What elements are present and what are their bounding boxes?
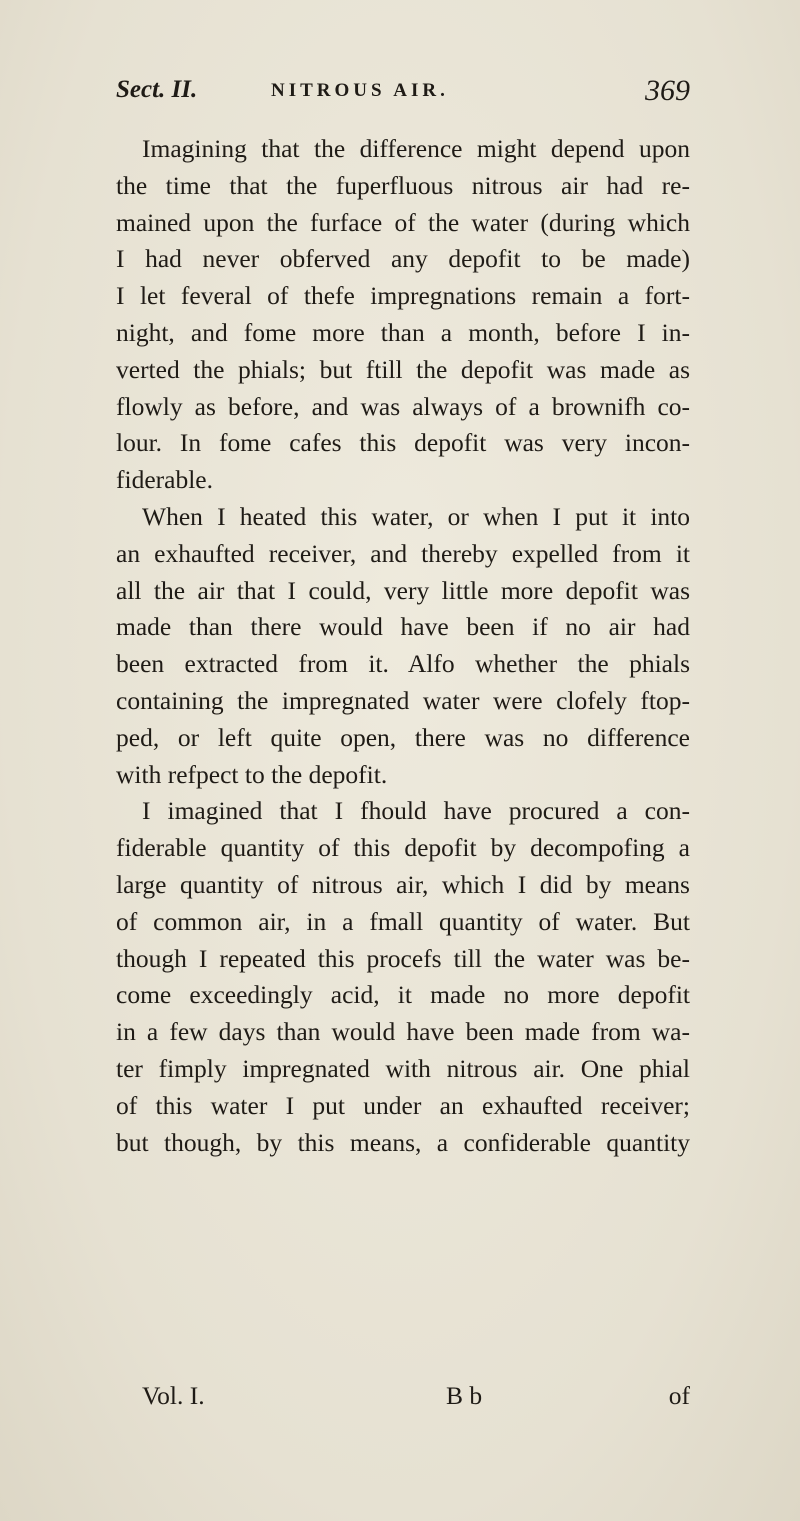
text-line: Imagining that the difference might depend upon (142, 134, 690, 163)
running-title: NITROUS AIR. (271, 80, 449, 101)
text-line: night, and fome more than a month, before I in- (116, 317, 690, 347)
text-line: though I repeated this procefs till the water was be- (116, 943, 690, 973)
text-line: of common air, in a fmall quantity of water. But (116, 906, 690, 936)
text-line: made than there would have been if no air had (116, 612, 690, 642)
text-line: lour. In fome cafes this depofit was very incon- (116, 428, 690, 458)
text-line: containing the impregnated water were clofely ftop- (116, 685, 690, 715)
text-line: large quantity of nitrous air, which I did by means (116, 869, 690, 899)
signature-mark: B b (446, 1381, 483, 1410)
page-number: 369 (645, 74, 690, 107)
text-line: mained upon the furface of the water (during which (116, 207, 690, 237)
text-line: but though, by this means, a confiderable quantity (116, 1127, 690, 1157)
text-line: of this water I put under an exhaufted receiver; (116, 1090, 690, 1120)
page-footer (116, 1378, 690, 1414)
page-header (116, 76, 690, 126)
text-line: the time that the fuperfluous nitrous air had re- (116, 170, 690, 200)
text-line: I let feveral of thefe impregnations remain a fort- (116, 281, 690, 311)
text-line: an exhaufted receiver, and thereby expelled from it (116, 538, 690, 568)
text-line: fiderable quantity of this depofit by decompofing a (116, 833, 690, 863)
body-text (116, 131, 690, 1161)
text-line: I imagined that I fhould have procured a con- (142, 796, 690, 826)
text-line: in a few days than would have been made from wa- (116, 1017, 690, 1047)
text-line: all the air that I could, very little more depofit was (116, 575, 690, 605)
text-line: I had never obferved any depofit to be made) (116, 244, 690, 274)
text-line: fiderable. (116, 465, 213, 495)
text-line: verted the phials; but ftill the depofit was made as (116, 354, 690, 384)
section-label: Sect. II. (116, 76, 198, 103)
catchword: of (668, 1381, 690, 1410)
text-line: flowly as before, and was always of a brownifh co- (116, 391, 690, 421)
text-line: been extracted from it. Alfo whether the phials (116, 649, 690, 679)
text-line: When I heated this water, or when I put it into (142, 501, 690, 531)
text-line: ped, or left quite open, there was no difference (116, 722, 690, 752)
text-line: come exceedingly acid, it made no more depofit (116, 980, 690, 1010)
text-line: with refpect to the depofit. (116, 759, 388, 789)
text-line: ter fimply impregnated with nitrous air. One phial (116, 1053, 690, 1083)
volume-label: Vol. I. (142, 1381, 205, 1410)
